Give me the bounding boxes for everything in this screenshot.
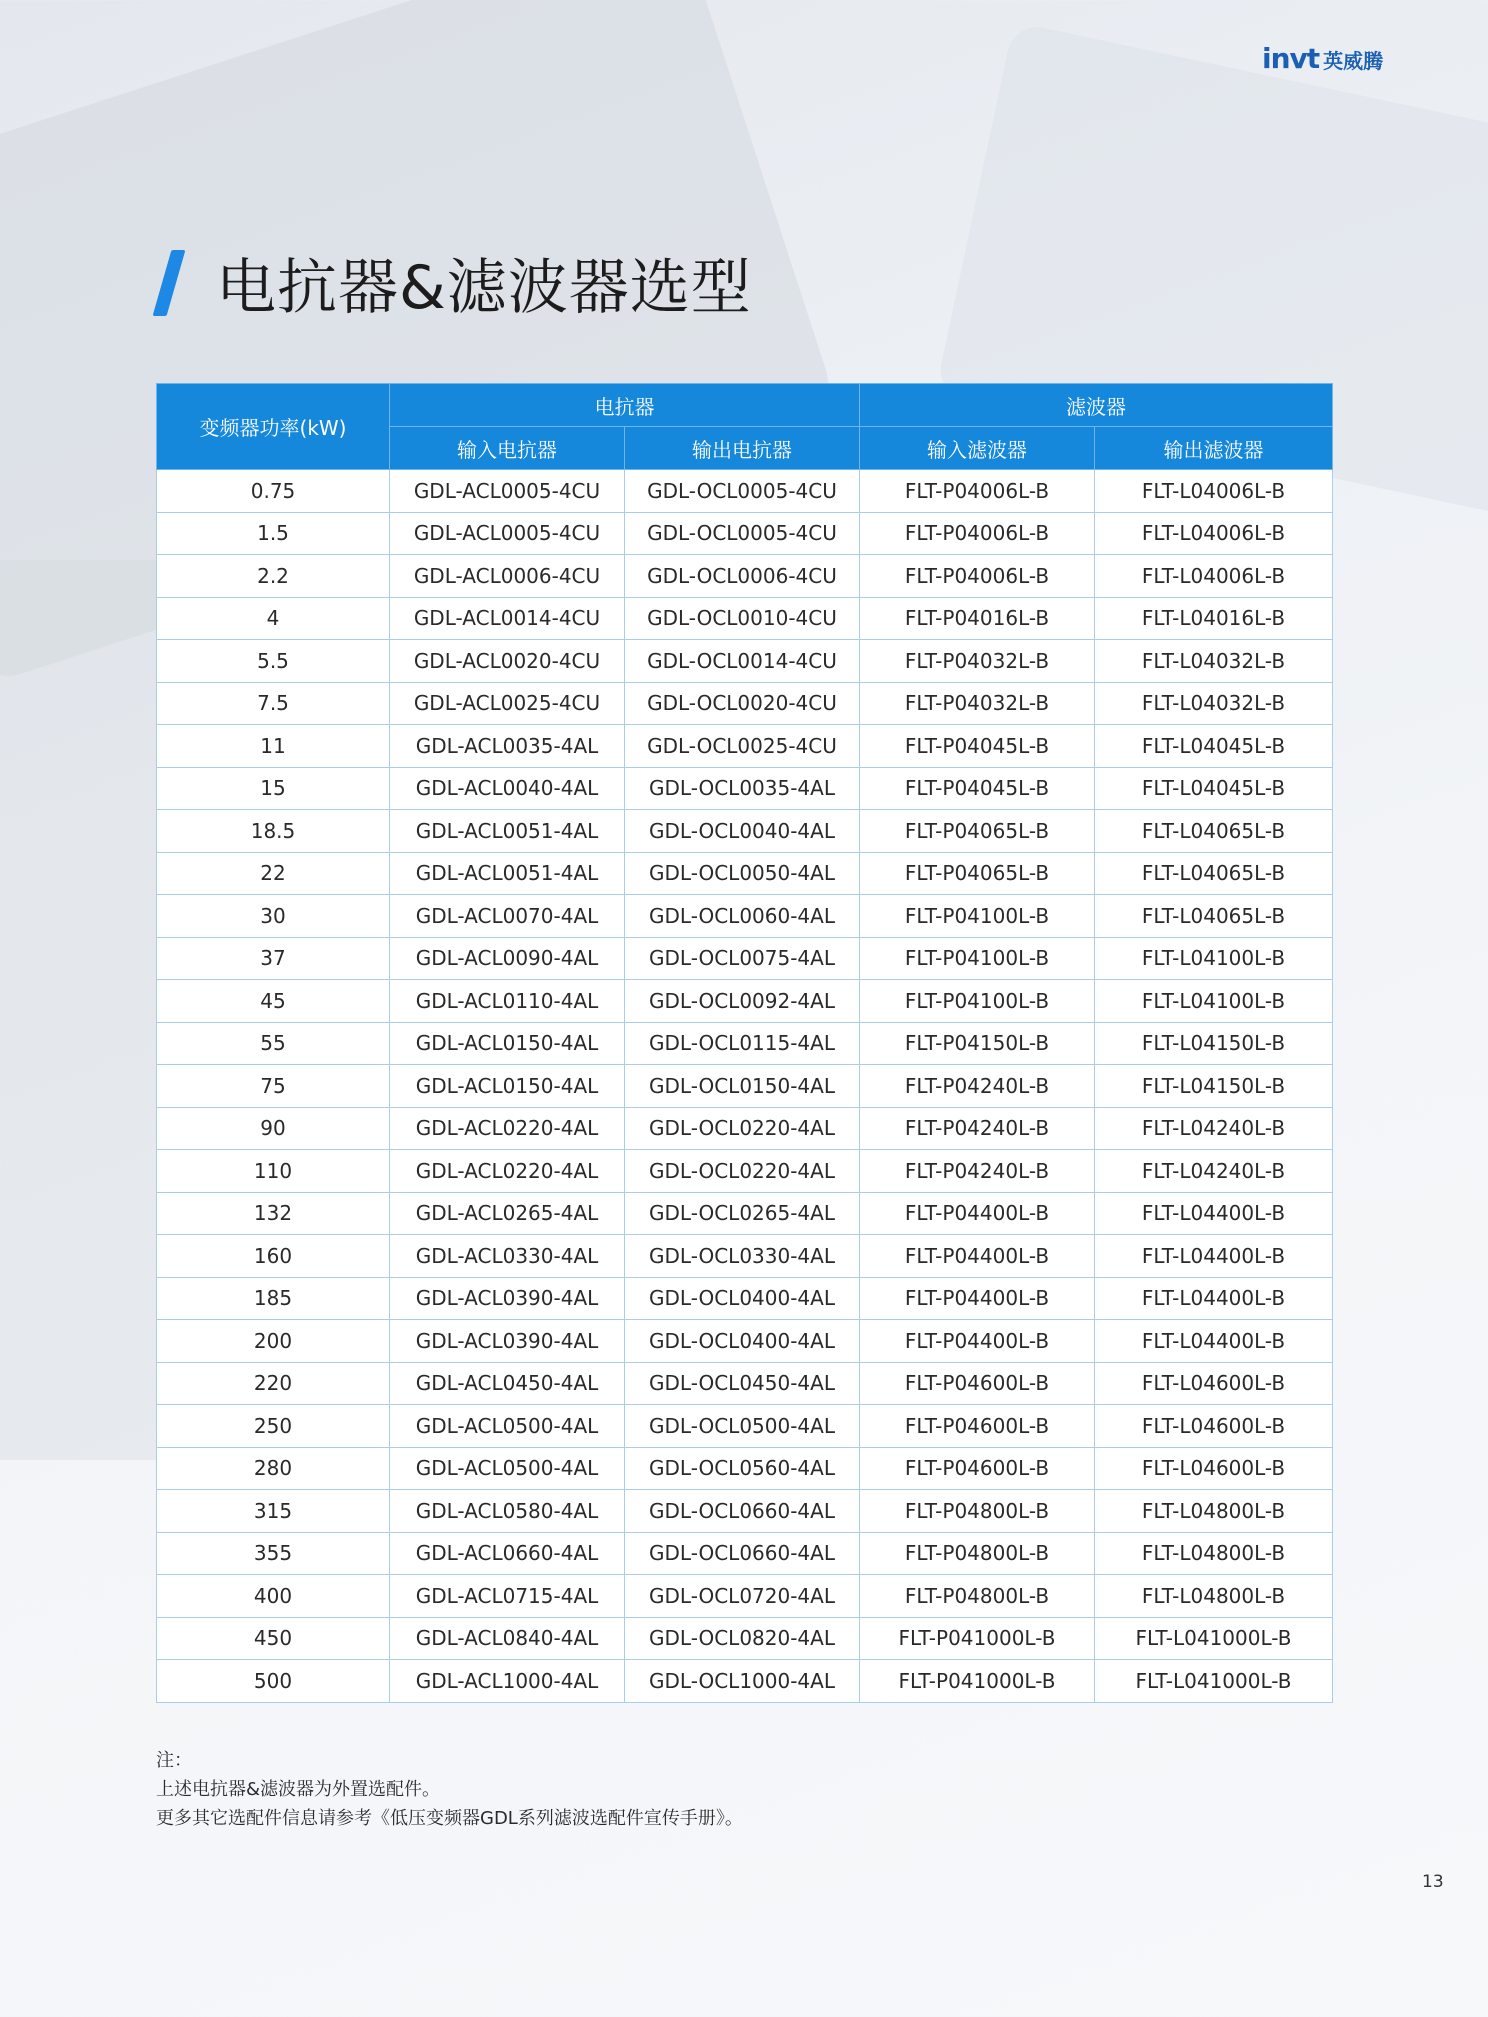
table-row <box>157 682 1333 725</box>
table-row <box>157 937 1333 980</box>
table-row <box>157 1277 1333 1320</box>
header-group-filter: 滤波器 <box>860 384 1333 427</box>
cell-output-reactor: GDL-OCL0660-4AL <box>625 1490 860 1533</box>
cell-output-reactor: GDL-OCL0005-4CU <box>625 470 860 513</box>
cell-input-filter: FLT-P04600L-B <box>860 1405 1095 1448</box>
cell-power: 450 <box>157 1617 390 1660</box>
cell-power: 1.5 <box>157 512 390 555</box>
cell-power: 250 <box>157 1405 390 1448</box>
cell-output-filter: FLT-L04240L-B <box>1095 1107 1333 1150</box>
cell-output-filter: FLT-L04800L-B <box>1095 1532 1333 1575</box>
background-decor <box>0 560 180 1460</box>
cell-power: 4 <box>157 597 390 640</box>
table-row <box>157 1575 1333 1618</box>
cell-input-reactor: GDL-ACL0040-4AL <box>390 767 625 810</box>
table-row <box>157 1235 1333 1278</box>
cell-input-reactor: GDL-ACL0110-4AL <box>390 980 625 1023</box>
cell-output-reactor: GDL-OCL0660-4AL <box>625 1532 860 1575</box>
cell-output-filter: FLT-L04032L-B <box>1095 682 1333 725</box>
cell-output-reactor: GDL-OCL0330-4AL <box>625 1235 860 1278</box>
cell-input-reactor: GDL-ACL0450-4AL <box>390 1362 625 1405</box>
cell-power: 132 <box>157 1192 390 1235</box>
cell-output-reactor: GDL-OCL0500-4AL <box>625 1405 860 1448</box>
cell-output-reactor: GDL-OCL0035-4AL <box>625 767 860 810</box>
cell-output-filter: FLT-L041000L-B <box>1095 1660 1333 1703</box>
cell-input-reactor: GDL-ACL0005-4CU <box>390 512 625 555</box>
cell-power: 185 <box>157 1277 390 1320</box>
cell-input-filter: FLT-P04800L-B <box>860 1575 1095 1618</box>
cell-power: 11 <box>157 725 390 768</box>
cell-input-reactor: GDL-ACL0090-4AL <box>390 937 625 980</box>
cell-output-reactor: GDL-OCL0025-4CU <box>625 725 860 768</box>
cell-output-filter: FLT-L04016L-B <box>1095 597 1333 640</box>
brand-logo <box>1262 42 1383 75</box>
cell-input-reactor: GDL-ACL0390-4AL <box>390 1277 625 1320</box>
cell-input-filter: FLT-P04240L-B <box>860 1107 1095 1150</box>
cell-input-reactor: GDL-ACL0660-4AL <box>390 1532 625 1575</box>
cell-input-filter: FLT-P04032L-B <box>860 682 1095 725</box>
cell-input-filter: FLT-P04240L-B <box>860 1065 1095 1108</box>
cell-output-reactor: GDL-OCL0060-4AL <box>625 895 860 938</box>
cell-input-filter: FLT-P04800L-B <box>860 1532 1095 1575</box>
cell-input-reactor: GDL-ACL0840-4AL <box>390 1617 625 1660</box>
cell-input-reactor: GDL-ACL0006-4CU <box>390 555 625 598</box>
cell-output-reactor: GDL-OCL0400-4AL <box>625 1320 860 1363</box>
cell-output-filter: FLT-L04100L-B <box>1095 937 1333 980</box>
cell-output-filter: FLT-L04100L-B <box>1095 980 1333 1023</box>
cell-output-filter: FLT-L04400L-B <box>1095 1320 1333 1363</box>
table-row <box>157 852 1333 895</box>
cell-power: 18.5 <box>157 810 390 853</box>
cell-output-reactor: GDL-OCL0006-4CU <box>625 555 860 598</box>
table-row <box>157 1320 1333 1363</box>
cell-output-filter: FLT-L04400L-B <box>1095 1277 1333 1320</box>
selection-table <box>156 383 1333 1703</box>
cell-output-filter: FLT-L04240L-B <box>1095 1150 1333 1193</box>
table-row <box>157 1447 1333 1490</box>
cell-power: 90 <box>157 1107 390 1150</box>
cell-output-reactor: GDL-OCL0050-4AL <box>625 852 860 895</box>
table-row <box>157 1405 1333 1448</box>
cell-input-filter: FLT-P04065L-B <box>860 852 1095 895</box>
header-input-filter: 输入滤波器 <box>860 427 1095 470</box>
table-row <box>157 597 1333 640</box>
cell-input-filter: FLT-P041000L-B <box>860 1660 1095 1703</box>
cell-input-reactor: GDL-ACL0035-4AL <box>390 725 625 768</box>
table-row <box>157 1660 1333 1703</box>
cell-output-filter: FLT-L04065L-B <box>1095 895 1333 938</box>
cell-power: 7.5 <box>157 682 390 725</box>
cell-output-filter: FLT-L04006L-B <box>1095 512 1333 555</box>
cell-output-filter: FLT-L04032L-B <box>1095 640 1333 683</box>
cell-output-reactor: GDL-OCL0150-4AL <box>625 1065 860 1108</box>
cell-output-filter: FLT-L04065L-B <box>1095 852 1333 895</box>
cell-output-filter: FLT-L04150L-B <box>1095 1022 1333 1065</box>
cell-input-filter: FLT-P04600L-B <box>860 1447 1095 1490</box>
cell-output-reactor: GDL-OCL0040-4AL <box>625 810 860 853</box>
cell-output-filter: FLT-L04600L-B <box>1095 1362 1333 1405</box>
table-row <box>157 767 1333 810</box>
cell-power: 5.5 <box>157 640 390 683</box>
cell-input-reactor: GDL-ACL0051-4AL <box>390 810 625 853</box>
table-body <box>157 470 1333 1703</box>
cell-output-reactor: GDL-OCL0220-4AL <box>625 1150 860 1193</box>
cell-input-filter: FLT-P04006L-B <box>860 555 1095 598</box>
cell-output-filter: FLT-L04800L-B <box>1095 1490 1333 1533</box>
cell-input-filter: FLT-P04100L-B <box>860 980 1095 1023</box>
cell-power: 75 <box>157 1065 390 1108</box>
cell-output-filter: FLT-L04800L-B <box>1095 1575 1333 1618</box>
cell-input-filter: FLT-P04400L-B <box>860 1235 1095 1278</box>
cell-input-reactor: GDL-ACL0265-4AL <box>390 1192 625 1235</box>
cell-input-filter: FLT-P04150L-B <box>860 1022 1095 1065</box>
table-row <box>157 895 1333 938</box>
cell-input-reactor: GDL-ACL0070-4AL <box>390 895 625 938</box>
table-row <box>157 1022 1333 1065</box>
cell-power: 2.2 <box>157 555 390 598</box>
logo-brand-cn: 英威腾 <box>1323 49 1384 73</box>
table-row <box>157 725 1333 768</box>
cell-output-reactor: GDL-OCL1000-4AL <box>625 1660 860 1703</box>
page-number: 13 <box>1422 1872 1444 1892</box>
cell-input-reactor: GDL-ACL1000-4AL <box>390 1660 625 1703</box>
cell-output-filter: FLT-L041000L-B <box>1095 1617 1333 1660</box>
table-row <box>157 640 1333 683</box>
cell-input-filter: FLT-P04400L-B <box>860 1277 1095 1320</box>
cell-power: 0.75 <box>157 470 390 513</box>
table-row <box>157 810 1333 853</box>
cell-input-reactor: GDL-ACL0220-4AL <box>390 1107 625 1150</box>
cell-input-filter: FLT-P04400L-B <box>860 1320 1095 1363</box>
cell-input-filter: FLT-P04045L-B <box>860 725 1095 768</box>
cell-output-reactor: GDL-OCL0265-4AL <box>625 1192 860 1235</box>
cell-output-filter: FLT-L04065L-B <box>1095 810 1333 853</box>
cell-input-filter: FLT-P04400L-B <box>860 1192 1095 1235</box>
cell-power: 22 <box>157 852 390 895</box>
title-accent-bar <box>153 250 186 316</box>
cell-output-reactor: GDL-OCL0115-4AL <box>625 1022 860 1065</box>
table-row <box>157 980 1333 1023</box>
cell-input-filter: FLT-P04032L-B <box>860 640 1095 683</box>
cell-output-filter: FLT-L04006L-B <box>1095 470 1333 513</box>
cell-output-reactor: GDL-OCL0720-4AL <box>625 1575 860 1618</box>
header-input-reactor: 输入电抗器 <box>390 427 625 470</box>
header-output-reactor: 输出电抗器 <box>625 427 860 470</box>
cell-input-reactor: GDL-ACL0051-4AL <box>390 852 625 895</box>
cell-input-reactor: GDL-ACL0014-4CU <box>390 597 625 640</box>
cell-input-filter: FLT-P04065L-B <box>860 810 1095 853</box>
title-block <box>162 240 752 326</box>
table-row <box>157 1192 1333 1235</box>
cell-input-filter: FLT-P04800L-B <box>860 1490 1095 1533</box>
page-title: 电抗器&滤波器选型 <box>216 253 752 323</box>
cell-input-reactor: GDL-ACL0500-4AL <box>390 1405 625 1448</box>
cell-power: 110 <box>157 1150 390 1193</box>
cell-power: 37 <box>157 937 390 980</box>
cell-power: 30 <box>157 895 390 938</box>
cell-output-filter: FLT-L04045L-B <box>1095 725 1333 768</box>
cell-input-reactor: GDL-ACL0390-4AL <box>390 1320 625 1363</box>
table-row <box>157 1617 1333 1660</box>
table-row <box>157 1107 1333 1150</box>
notes-block <box>156 1746 743 1833</box>
cell-output-reactor: GDL-OCL0092-4AL <box>625 980 860 1023</box>
header-power: 变频器功率(kW) <box>157 384 390 470</box>
cell-output-reactor: GDL-OCL0075-4AL <box>625 937 860 980</box>
cell-output-reactor: GDL-OCL0400-4AL <box>625 1277 860 1320</box>
table-row <box>157 1490 1333 1533</box>
header-group-reactor: 电抗器 <box>390 384 860 427</box>
cell-power: 200 <box>157 1320 390 1363</box>
cell-power: 220 <box>157 1362 390 1405</box>
cell-power: 500 <box>157 1660 390 1703</box>
cell-input-filter: FLT-P04100L-B <box>860 895 1095 938</box>
cell-input-filter: FLT-P04100L-B <box>860 937 1095 980</box>
notes-label: 注： <box>156 1750 192 1771</box>
cell-power: 160 <box>157 1235 390 1278</box>
cell-output-reactor: GDL-OCL0020-4CU <box>625 682 860 725</box>
cell-power: 15 <box>157 767 390 810</box>
cell-input-reactor: GDL-ACL0020-4CU <box>390 640 625 683</box>
cell-power: 45 <box>157 980 390 1023</box>
cell-power: 315 <box>157 1490 390 1533</box>
cell-output-filter: FLT-L04045L-B <box>1095 767 1333 810</box>
table-row <box>157 470 1333 513</box>
cell-input-filter: FLT-P04240L-B <box>860 1150 1095 1193</box>
cell-power: 280 <box>157 1447 390 1490</box>
logo-brand: invt <box>1262 42 1320 75</box>
cell-input-reactor: GDL-ACL0150-4AL <box>390 1065 625 1108</box>
cell-output-filter: FLT-L04150L-B <box>1095 1065 1333 1108</box>
cell-output-reactor: GDL-OCL0014-4CU <box>625 640 860 683</box>
cell-input-filter: FLT-P04016L-B <box>860 597 1095 640</box>
cell-output-filter: FLT-L04600L-B <box>1095 1447 1333 1490</box>
cell-output-reactor: GDL-OCL0820-4AL <box>625 1617 860 1660</box>
cell-input-filter: FLT-P04600L-B <box>860 1362 1095 1405</box>
cell-output-reactor: GDL-OCL0220-4AL <box>625 1107 860 1150</box>
cell-output-reactor: GDL-OCL0010-4CU <box>625 597 860 640</box>
header-output-filter: 输出滤波器 <box>1095 427 1333 470</box>
notes-line: 更多其它选配件信息请参考《低压变频器GDL系列滤波选配件宣传手册》。 <box>156 1808 743 1829</box>
cell-power: 355 <box>157 1532 390 1575</box>
cell-input-reactor: GDL-ACL0580-4AL <box>390 1490 625 1533</box>
cell-power: 55 <box>157 1022 390 1065</box>
table-row <box>157 1150 1333 1193</box>
table-row <box>157 1065 1333 1108</box>
cell-input-filter: FLT-P041000L-B <box>860 1617 1095 1660</box>
table-row <box>157 555 1333 598</box>
table-row <box>157 512 1333 555</box>
cell-input-filter: FLT-P04006L-B <box>860 512 1095 555</box>
notes-line: 上述电抗器&滤波器为外置选配件。 <box>156 1779 441 1800</box>
cell-output-filter: FLT-L04400L-B <box>1095 1235 1333 1278</box>
cell-input-reactor: GDL-ACL0220-4AL <box>390 1150 625 1193</box>
cell-input-reactor: GDL-ACL0715-4AL <box>390 1575 625 1618</box>
cell-power: 400 <box>157 1575 390 1618</box>
table-row <box>157 1362 1333 1405</box>
cell-input-reactor: GDL-ACL0330-4AL <box>390 1235 625 1278</box>
cell-input-reactor: GDL-ACL0005-4CU <box>390 470 625 513</box>
cell-output-filter: FLT-L04600L-B <box>1095 1405 1333 1448</box>
cell-input-reactor: GDL-ACL0150-4AL <box>390 1022 625 1065</box>
cell-input-filter: FLT-P04006L-B <box>860 470 1095 513</box>
table-row <box>157 1532 1333 1575</box>
cell-input-reactor: GDL-ACL0500-4AL <box>390 1447 625 1490</box>
cell-input-reactor: GDL-ACL0025-4CU <box>390 682 625 725</box>
cell-output-filter: FLT-L04006L-B <box>1095 555 1333 598</box>
cell-output-filter: FLT-L04400L-B <box>1095 1192 1333 1235</box>
cell-input-filter: FLT-P04045L-B <box>860 767 1095 810</box>
cell-output-reactor: GDL-OCL0005-4CU <box>625 512 860 555</box>
cell-output-reactor: GDL-OCL0450-4AL <box>625 1362 860 1405</box>
cell-output-reactor: GDL-OCL0560-4AL <box>625 1447 860 1490</box>
